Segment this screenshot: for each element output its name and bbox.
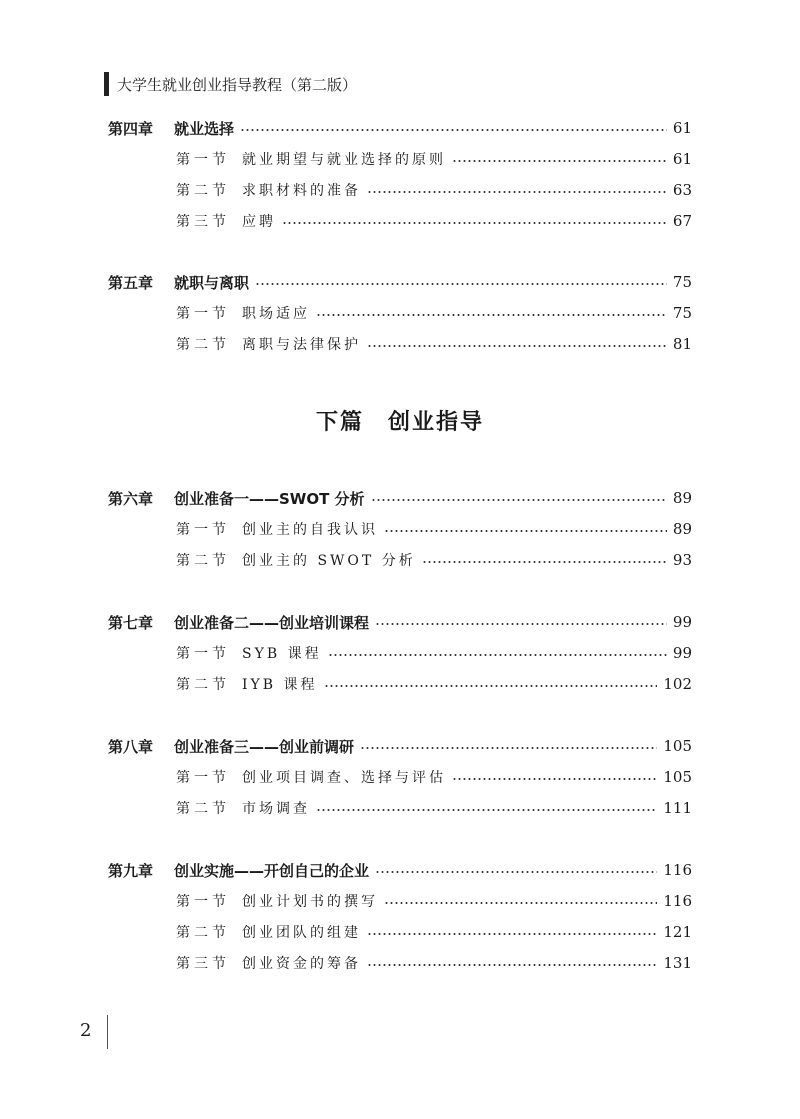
leader-dots [328, 654, 667, 656]
chapter-title: 就职与离职 [174, 273, 250, 292]
toc-section [176, 889, 692, 913]
toc-section [176, 951, 692, 975]
section-title: 创业计划书的撰写 [242, 894, 378, 910]
section-number: 第一节 [176, 522, 230, 538]
leader-dots [452, 778, 657, 780]
section-number: 第一节 [176, 152, 230, 168]
leader-dots [240, 129, 667, 131]
page-ref: 75 [672, 304, 692, 322]
page-ref: 89 [672, 520, 692, 538]
leader-dots [422, 561, 667, 563]
section-number: 第二节 [176, 183, 230, 199]
leader-dots [316, 314, 667, 316]
toc-chapter [108, 486, 692, 510]
section-title: 创业主的 SWOT 分析 [242, 553, 416, 569]
section-title: SYB 课程 [242, 646, 322, 662]
chapter-title: 创业准备二——创业培训课程 [174, 613, 370, 632]
page-ref: 75 [672, 273, 692, 291]
chapter-number: 第八章 [108, 737, 154, 756]
leader-dots [371, 499, 667, 501]
section-title: 市场调查 [242, 801, 310, 817]
chapter-number: 第九章 [108, 861, 154, 880]
leader-dots [375, 871, 657, 873]
page-ref: 111 [663, 799, 692, 817]
page-number: 2 [80, 1020, 92, 1041]
toc-section [176, 672, 692, 696]
toc-section [176, 765, 692, 789]
page-ref: 116 [663, 892, 692, 910]
page-ref: 116 [663, 861, 692, 879]
page-ref: 102 [663, 675, 692, 693]
section-title: 求职材料的准备 [242, 183, 361, 199]
leader-dots [367, 191, 667, 193]
section-title: 创业项目调查、选择与评估 [242, 770, 446, 786]
page-ref: 67 [672, 212, 692, 230]
page-ref: 131 [663, 954, 692, 972]
section-number: 第二节 [176, 801, 230, 817]
section-number: 第二节 [176, 677, 230, 693]
leader-dots [384, 530, 667, 532]
chapter-number: 第四章 [108, 119, 154, 138]
section-number: 第二节 [176, 553, 230, 569]
leader-dots [375, 623, 667, 625]
chapter-title: 就业选择 [174, 119, 235, 138]
leader-dots [367, 345, 667, 347]
part-title: 下篇 创业指导 [315, 410, 484, 435]
chapter-number: 第六章 [108, 489, 154, 508]
leader-dots [316, 809, 657, 811]
toc-section [176, 796, 692, 820]
toc-chapter [108, 270, 692, 294]
toc-section [176, 517, 692, 541]
page-ref: 61 [672, 150, 692, 168]
section-number: 第一节 [176, 770, 230, 786]
section-title: 创业团队的组建 [242, 925, 361, 941]
toc-section [176, 209, 692, 233]
toc-section [176, 147, 692, 171]
leader-dots [452, 160, 667, 162]
page-ref: 81 [672, 335, 692, 353]
section-number: 第一节 [176, 894, 230, 910]
toc-section [176, 920, 692, 944]
toc-section [176, 301, 692, 325]
toc-section [176, 178, 692, 202]
page-ref: 105 [663, 768, 692, 786]
page-ref: 89 [672, 489, 692, 507]
page-ref: 121 [663, 923, 692, 941]
section-number: 第二节 [176, 925, 230, 941]
page-ref: 99 [672, 644, 692, 662]
section-title: 离职与法律保护 [242, 337, 361, 353]
page-ref: 93 [672, 551, 692, 569]
leader-dots [384, 902, 657, 904]
toc-chapter [108, 116, 692, 140]
toc-chapter [108, 858, 692, 882]
section-title: 应聘 [242, 214, 276, 230]
section-title: 创业主的自我认识 [242, 522, 378, 538]
leader-dots [282, 222, 667, 224]
page-ref: 99 [672, 613, 692, 631]
section-title: 创业资金的筹备 [242, 956, 361, 972]
leader-dots [360, 747, 657, 749]
leader-dots [255, 283, 667, 285]
running-head-title: 大学生就业创业指导教程（第二版） [117, 75, 358, 94]
toc-section [176, 641, 692, 665]
leader-dots [324, 685, 658, 687]
page-ref: 63 [672, 181, 692, 199]
toc-chapter [108, 610, 692, 634]
chapter-title: 创业准备三——创业前调研 [174, 737, 355, 756]
chapter-number: 第七章 [108, 613, 154, 632]
section-number: 第二节 [176, 337, 230, 353]
page-ref: 61 [672, 119, 692, 137]
section-title: 就业期望与就业选择的原则 [242, 152, 446, 168]
running-head-bar [104, 72, 109, 96]
leader-dots [367, 933, 657, 935]
section-number: 第三节 [176, 214, 230, 230]
toc-section [176, 548, 692, 572]
toc-chapter [108, 734, 692, 758]
section-number: 第一节 [176, 306, 230, 322]
chapter-title: 创业实施——开创自己的企业 [174, 861, 370, 880]
section-number: 第一节 [176, 646, 230, 662]
section-title: 职场适应 [242, 306, 310, 322]
page-ref: 105 [663, 737, 692, 755]
section-title: IYB 课程 [242, 677, 318, 693]
toc-section [176, 332, 692, 356]
leader-dots [367, 964, 657, 966]
section-number: 第三节 [176, 956, 230, 972]
chapter-title: 创业准备一——SWOT 分析 [174, 489, 365, 508]
running-head [104, 72, 357, 96]
folio-divider [107, 1015, 108, 1049]
chapter-number: 第五章 [108, 273, 154, 292]
